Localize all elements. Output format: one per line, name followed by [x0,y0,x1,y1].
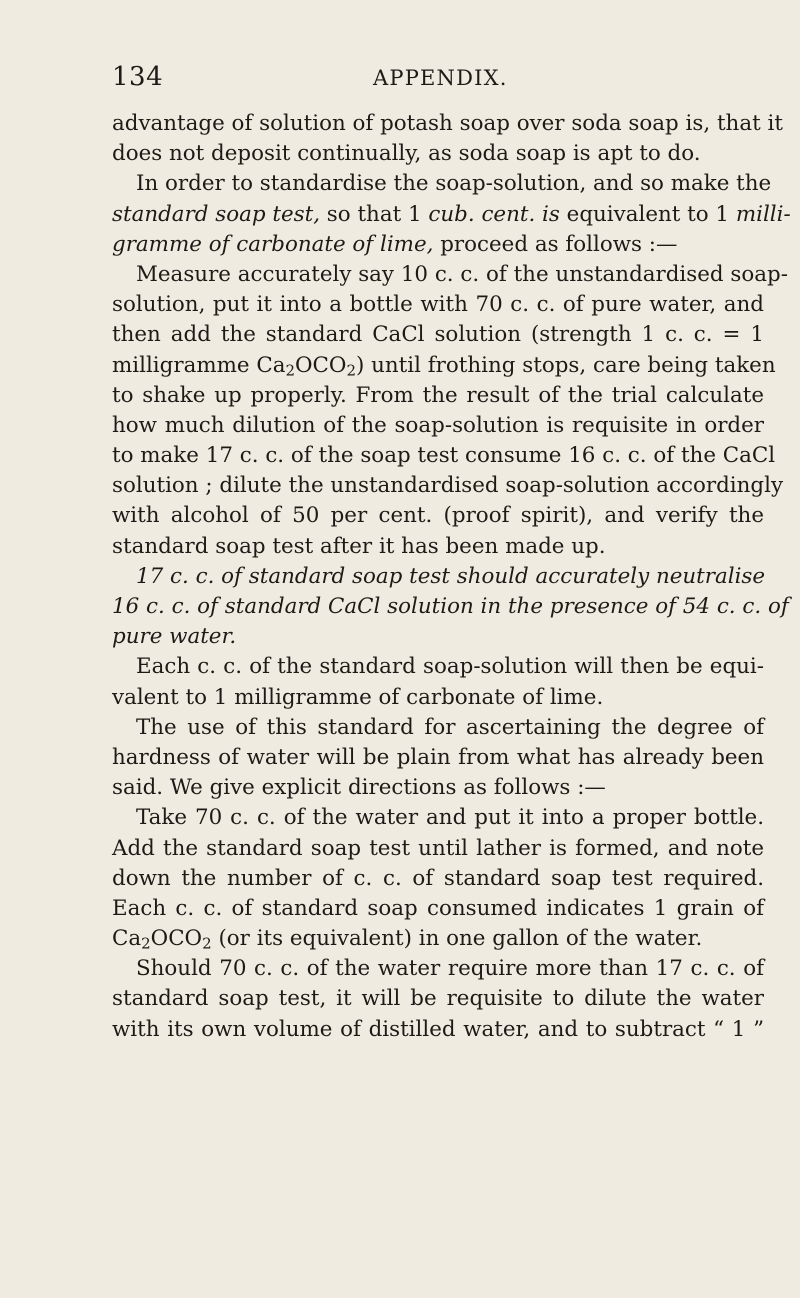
text-run: so that 1 [320,201,429,227]
text-line: standard soap test, it will be requisite to dilute the water [112,986,764,1012]
running-head: APPENDIX. [373,66,508,90]
text-line: then add the standard CaCl solution (strength 1 c. c. = 1 [112,322,764,348]
text-line: Each c. c. of standard soap consumed indicates 1 grain of [112,895,764,921]
page-header [0,62,800,98]
text-line: Each c. c. of the standard soap-solution will then be equi- [136,654,764,680]
text-line [112,924,764,954]
text-line: In order to standardise the soap-solution, and so make the [136,171,772,197]
emphasis: standard soap test, [112,201,320,227]
text-line: valent to 1 milligramme of carbonate of lime. [112,684,604,710]
text-line: with alcohol of 50 per cent. (proof spirit), and verify the [112,503,764,529]
text-line [112,200,791,230]
text-line: to shake up properly. From the result of the trial calculate [112,382,764,408]
text-line: said. We give explicit directions as follows :— [112,775,606,801]
text-line: down the number of c. c. of standard soap test required. [112,865,764,891]
text-line: advantage of solution of potash soap over soda soap is, that it [112,111,783,136]
text-line: Take 70 c. c. of the water and put it into a proper bottle. [136,805,764,831]
text-line: pure water. [112,624,237,650]
text-line: The use of this standard for ascertaining the degree of [136,714,764,740]
text-run: OCO [150,926,203,952]
page-number: 134 [112,62,164,92]
text-line: with its own volume of distilled water, and to subtract “ 1 ” [112,1016,764,1042]
text-line: does not deposit continually, as soda soap is apt to do. [112,141,701,167]
subscript: 2 [346,361,356,380]
text-line: 17 c. c. of standard soap test should accurately neutralise [136,563,766,589]
text-line: standard soap test after it has been made up. [112,533,606,559]
subscript: 2 [285,361,295,380]
text-run: (or its equivalent) in one gallon of the water. [211,926,703,952]
text-run: Ca [112,926,142,952]
text-run: ) until frothing stops, care being taken [355,352,776,378]
emphasis: gramme of carbonate of lime, [112,231,434,257]
text-line: solution ; dilute the unstandardised soap-solution accordingly [112,473,784,499]
subscript: 2 [141,934,151,953]
subscript: 2 [202,934,212,953]
text-line [112,230,764,260]
text-run: milligramme Ca [112,352,286,378]
emphasis: cub. cent. is [428,201,560,227]
text-line: solution, put it into a bottle with 70 c. c. of pure water, and [112,292,764,318]
text-line: hardness of water will be plain from what has already been [112,744,764,770]
emphasis: milli- [735,201,791,227]
text-run: OCO [295,352,347,378]
text-line: to make 17 c. c. of the soap test consume 16 c. c. of the CaCl [112,443,776,469]
text-line [112,351,776,381]
text-line: Measure accurately say 10 c. c. of the unstandardised soap- [136,261,788,287]
text-line: 16 c. c. of standard CaCl solution in the presence of 54 c. c. of [112,594,789,619]
text-run: proceed as follows :— [433,231,678,257]
text-run: equivalent to 1 [559,201,736,227]
text-line: Should 70 c. c. of the water require more than 17 c. c. of [136,956,764,982]
text-line: Add the standard soap test until lather is formed, and note [112,835,764,861]
text-line: how much dilution of the soap-solution is requisite in order [112,412,764,438]
body-text [112,109,791,1045]
